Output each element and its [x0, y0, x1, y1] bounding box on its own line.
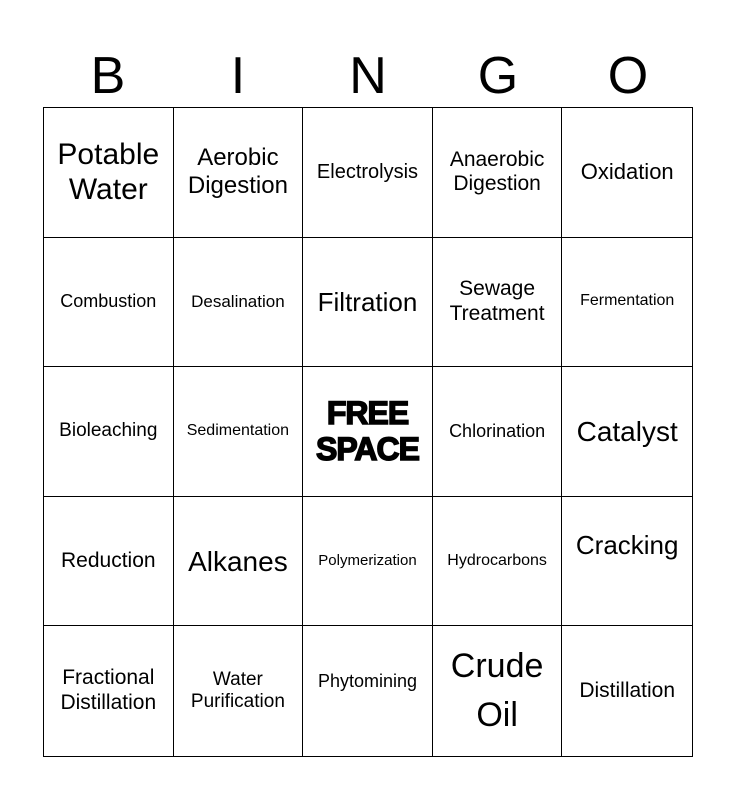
- free-space-cell[interactable]: FREE SPACE: [303, 367, 433, 497]
- bingo-cell[interactable]: Alkanes: [174, 497, 304, 627]
- bingo-cell[interactable]: Polymerization: [303, 497, 433, 627]
- header-letter-n: N: [349, 47, 387, 105]
- header-letter-i: I: [230, 47, 246, 105]
- bingo-cell[interactable]: Distillation: [579, 678, 676, 702]
- bingo-cell[interactable]: Water Purification: [174, 626, 304, 756]
- bingo-cell[interactable]: Sedimentation: [174, 367, 304, 497]
- bingo-cell[interactable]: Phytomining: [303, 626, 433, 756]
- bingo-cell[interactable]: Aerobic Digestion: [174, 108, 304, 238]
- bingo-cell[interactable]: Anaerobic Digestion: [433, 108, 563, 238]
- bingo-cell[interactable]: Fermentation: [562, 238, 692, 368]
- bingo-cell[interactable]: Crude Oil: [433, 626, 563, 756]
- bingo-cell[interactable]: Desalination: [174, 238, 304, 368]
- bingo-cell[interactable]: Cracking: [562, 497, 692, 627]
- bingo-cell[interactable]: Reduction: [44, 497, 174, 627]
- bingo-cell[interactable]: Potable Water: [44, 108, 174, 238]
- bingo-header: [43, 44, 693, 108]
- bingo-cell[interactable]: Oxidation: [562, 108, 692, 238]
- bingo-cell[interactable]: Filtration: [303, 238, 433, 368]
- header-letter-b: B: [90, 47, 126, 105]
- bingo-cell[interactable]: Bioleaching: [44, 367, 174, 497]
- bingo-cell[interactable]: Chlorination: [433, 367, 563, 497]
- bingo-cell[interactable]: Sewage Treatment: [433, 238, 563, 368]
- bingo-cell[interactable]: Electrolysis: [303, 108, 433, 238]
- bingo-cell[interactable]: Hydrocarbons: [433, 497, 563, 627]
- header-letter-g: G: [477, 47, 519, 105]
- bingo-cell[interactable]: Fractional Distillation: [44, 626, 174, 756]
- bingo-cell[interactable]: Catalyst: [562, 367, 692, 497]
- header-letter-o: O: [607, 47, 649, 105]
- bingo-card: [43, 107, 693, 757]
- bingo-cell[interactable]: Combustion: [44, 238, 174, 368]
